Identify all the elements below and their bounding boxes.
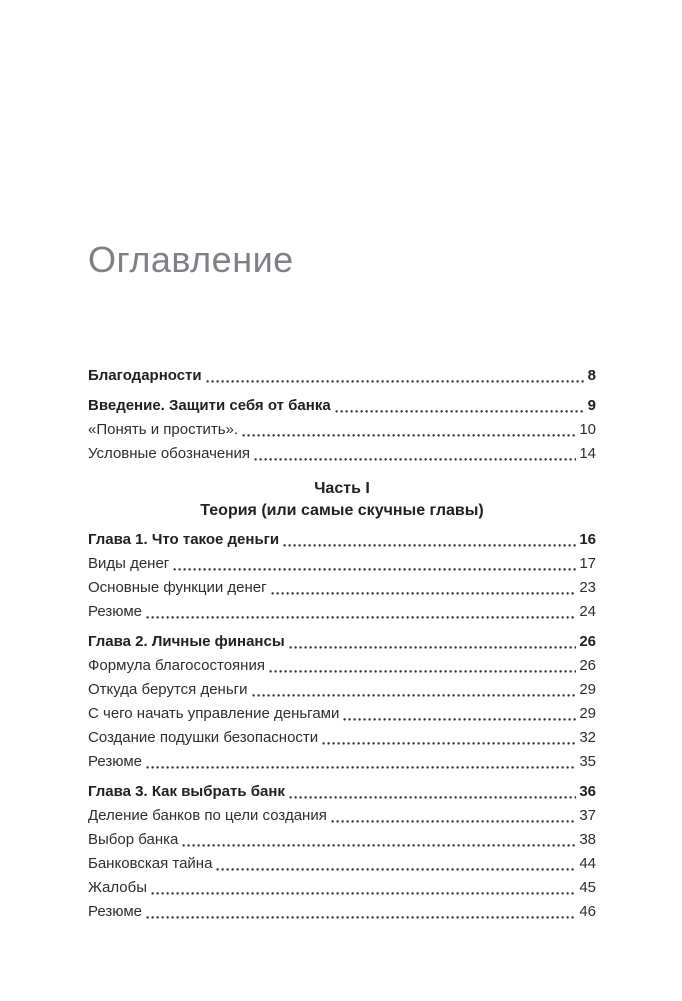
toc-group <box>88 364 596 466</box>
toc-entry <box>88 750 596 774</box>
dot-leader <box>206 380 585 383</box>
toc-entry <box>88 804 596 828</box>
toc-group <box>88 478 596 624</box>
toc-entry <box>88 678 596 702</box>
toc-entry <box>88 876 596 900</box>
toc-entry-label: Виды денег <box>88 555 170 572</box>
toc-entry-label: Создание подушки безопасности <box>88 729 319 746</box>
toc-entry-label: Деление банков по цели создания <box>88 807 327 824</box>
toc-entry <box>88 726 596 750</box>
toc-entry-page-number: 17 <box>579 555 596 572</box>
toc-entry-page-number: 24 <box>579 603 596 620</box>
toc-entry-page-number: 10 <box>579 421 596 438</box>
toc-group <box>88 630 596 774</box>
page-title: Оглавление <box>88 239 294 280</box>
toc-entry-label: Резюме <box>88 903 142 920</box>
dot-leader <box>182 844 576 847</box>
dot-leader <box>289 796 576 799</box>
toc-entry-label: Глава 2. Личные финансы <box>88 633 285 650</box>
toc-entry-label: Резюме <box>88 753 142 770</box>
toc-list <box>88 364 596 924</box>
dot-leader <box>269 670 576 673</box>
toc-entry-label: Введение. Защити себя от банка <box>88 397 331 414</box>
toc-entry-label: Резюме <box>88 603 142 620</box>
toc-entry-page-number: 37 <box>579 807 596 824</box>
toc-entry <box>88 364 596 388</box>
toc-group <box>88 780 596 924</box>
dot-leader <box>173 568 576 571</box>
toc-entry-page-number: 46 <box>579 903 596 920</box>
toc-entry-page-number: 35 <box>579 753 596 770</box>
toc-entry-page-number: 9 <box>587 397 596 414</box>
dot-leader <box>151 892 576 895</box>
dot-leader <box>271 592 577 595</box>
toc-entry-page-number: 38 <box>579 831 596 848</box>
dot-leader <box>335 410 585 413</box>
dot-leader <box>331 820 576 823</box>
dot-leader <box>283 544 576 547</box>
toc-entry-label: С чего начать управление деньгами <box>88 705 340 722</box>
toc-entry-label: Условные обозначения <box>88 445 251 462</box>
toc-entry-label: Основные функции денег <box>88 579 267 596</box>
toc-entry <box>88 852 596 876</box>
toc-entry-label: Формула благосостояния <box>88 657 265 674</box>
toc-entry-label: Благодарности <box>88 367 202 384</box>
toc-entry <box>88 442 596 466</box>
toc-entry <box>88 528 596 552</box>
toc-entry-label: «Понять и простить». <box>88 421 239 438</box>
toc-entry-page-number: 36 <box>579 783 596 800</box>
dot-leader <box>242 434 576 437</box>
toc-entry-page-number: 26 <box>579 657 596 674</box>
part-heading-line: Часть I <box>314 480 370 497</box>
dot-leader <box>254 458 576 461</box>
toc-entry-page-number: 8 <box>587 367 596 384</box>
toc-entry <box>88 630 596 654</box>
toc-entry <box>88 702 596 726</box>
dot-leader <box>322 742 576 745</box>
toc-entry <box>88 576 596 600</box>
toc-entry-page-number: 45 <box>579 879 596 896</box>
toc-entry-label: Откуда берутся деньги <box>88 681 248 698</box>
toc-entry <box>88 552 596 576</box>
part-heading <box>88 478 596 522</box>
toc-entry <box>88 654 596 678</box>
toc-entry-page-number: 16 <box>579 531 596 548</box>
dot-leader <box>343 718 576 721</box>
part-heading-line: Теория (или самые скучные главы) <box>200 502 484 519</box>
toc-entry-page-number: 32 <box>579 729 596 746</box>
toc-entry-label: Глава 3. Как выбрать банк <box>88 783 285 800</box>
toc-entry-page-number: 29 <box>579 681 596 698</box>
toc-entry-page-number: 14 <box>579 445 596 462</box>
toc-entry <box>88 418 596 442</box>
toc-entry <box>88 394 596 418</box>
toc-entry-page-number: 23 <box>579 579 596 596</box>
dot-leader <box>146 616 576 619</box>
dot-leader <box>289 646 577 649</box>
toc-entry-label: Глава 1. Что такое деньги <box>88 531 280 548</box>
toc-entry-page-number: 26 <box>579 633 596 650</box>
toc-entry-label: Жалобы <box>88 879 147 896</box>
toc-entry <box>88 780 596 804</box>
toc-entry-label: Выбор банка <box>88 831 179 848</box>
dot-leader <box>252 694 577 697</box>
dot-leader <box>146 766 576 769</box>
toc-entry <box>88 600 596 624</box>
toc-entry <box>88 900 596 924</box>
toc-entry-page-number: 44 <box>579 855 596 872</box>
toc-entry-label: Банковская тайна <box>88 855 213 872</box>
dot-leader <box>146 916 576 919</box>
toc-entry-page-number: 29 <box>579 705 596 722</box>
toc-entry <box>88 828 596 852</box>
dot-leader <box>216 868 576 871</box>
